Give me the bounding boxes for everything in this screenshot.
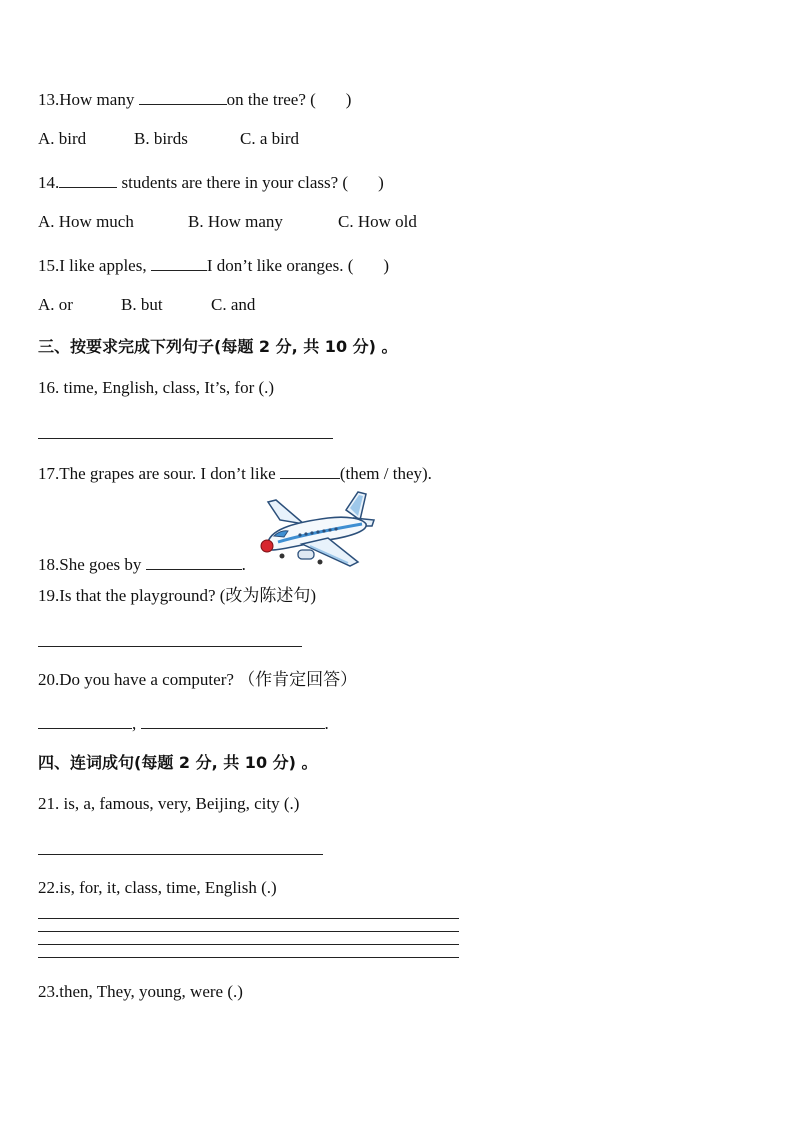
answer-line[interactable] xyxy=(38,944,459,945)
question-number: 15. xyxy=(38,256,60,275)
question-text: Is that the playground? (改为陈述句) xyxy=(59,586,317,605)
answer-blank[interactable] xyxy=(280,462,340,479)
question-number: 13. xyxy=(38,90,60,109)
question-15: 15.I like apples, I don’t like oranges. ( ) xyxy=(38,256,390,275)
question-20 xyxy=(38,670,357,690)
option-c[interactable]: C. and xyxy=(211,295,256,314)
answer-line[interactable] xyxy=(38,957,459,958)
question-number: 19. xyxy=(38,586,60,605)
answer-line[interactable] xyxy=(38,646,302,647)
question-22: 22.is, for, it, class, time, English (.) xyxy=(38,878,277,897)
question-text: How many xyxy=(59,90,139,109)
option-b[interactable]: B. How many xyxy=(188,212,283,231)
question-14: 14. students are there in your class? ( ) xyxy=(38,173,384,192)
option-a[interactable]: A. bird xyxy=(38,129,87,148)
question-13: 13.How many on the tree? ( ) xyxy=(38,90,352,109)
answer-blank-rest[interactable] xyxy=(141,712,325,729)
section-4-heading: 四、连词成句(每题 2 分, 共 10 分) 。 xyxy=(38,753,318,772)
answer-line[interactable] xyxy=(38,918,459,919)
question-23: 23.then, They, young, were (.) xyxy=(38,982,243,1001)
answer-row-20: , . xyxy=(38,712,329,734)
question-text: I like apples, xyxy=(59,256,151,275)
option-b[interactable]: B. but xyxy=(121,295,163,314)
question-21: 21. is, a, famous, very, Beijing, city (.) xyxy=(38,794,300,813)
option-c[interactable]: C. How old xyxy=(338,212,417,231)
question-19 xyxy=(38,586,316,606)
answer-blank[interactable] xyxy=(139,88,227,105)
answer-blank[interactable] xyxy=(146,553,242,570)
question-text: (them / they). xyxy=(339,464,432,483)
question-number: 20. xyxy=(38,670,60,689)
option-c[interactable]: C. a bird xyxy=(240,129,300,148)
answer-blank[interactable] xyxy=(151,254,207,271)
option-a[interactable]: A. How much xyxy=(38,212,134,231)
question-number: 18. xyxy=(38,555,60,574)
answer-blank[interactable] xyxy=(59,171,117,188)
question-17 xyxy=(38,462,432,484)
section-3-heading: 三、按要求完成下列句子(每题 2 分, 共 10 分) 。 xyxy=(38,337,398,356)
question-18: 18.She goes by . xyxy=(38,555,246,574)
answer-line[interactable] xyxy=(38,854,323,855)
question-text: on the tree? ( xyxy=(226,90,316,109)
question-number: 14. xyxy=(38,173,60,192)
question-text: I don’t like oranges. ( xyxy=(206,256,354,275)
question-number: 17. xyxy=(38,464,60,483)
option-b[interactable]: B. birds xyxy=(134,129,188,148)
airplane-picture xyxy=(258,490,376,574)
question-16: 16. time, English, class, It’s, for (.) xyxy=(38,378,275,397)
option-a[interactable]: A. or xyxy=(38,295,73,314)
question-text: students are there in your class? ( xyxy=(117,173,349,192)
question-text: She goes by xyxy=(59,555,146,574)
answer-line[interactable] xyxy=(38,931,459,932)
question-text: Do you have a computer? （作肯定回答） xyxy=(59,670,358,689)
answer-blank-yes[interactable] xyxy=(38,712,132,729)
answer-line[interactable] xyxy=(38,438,333,439)
question-text: The grapes are sour. I don’t like xyxy=(59,464,280,483)
